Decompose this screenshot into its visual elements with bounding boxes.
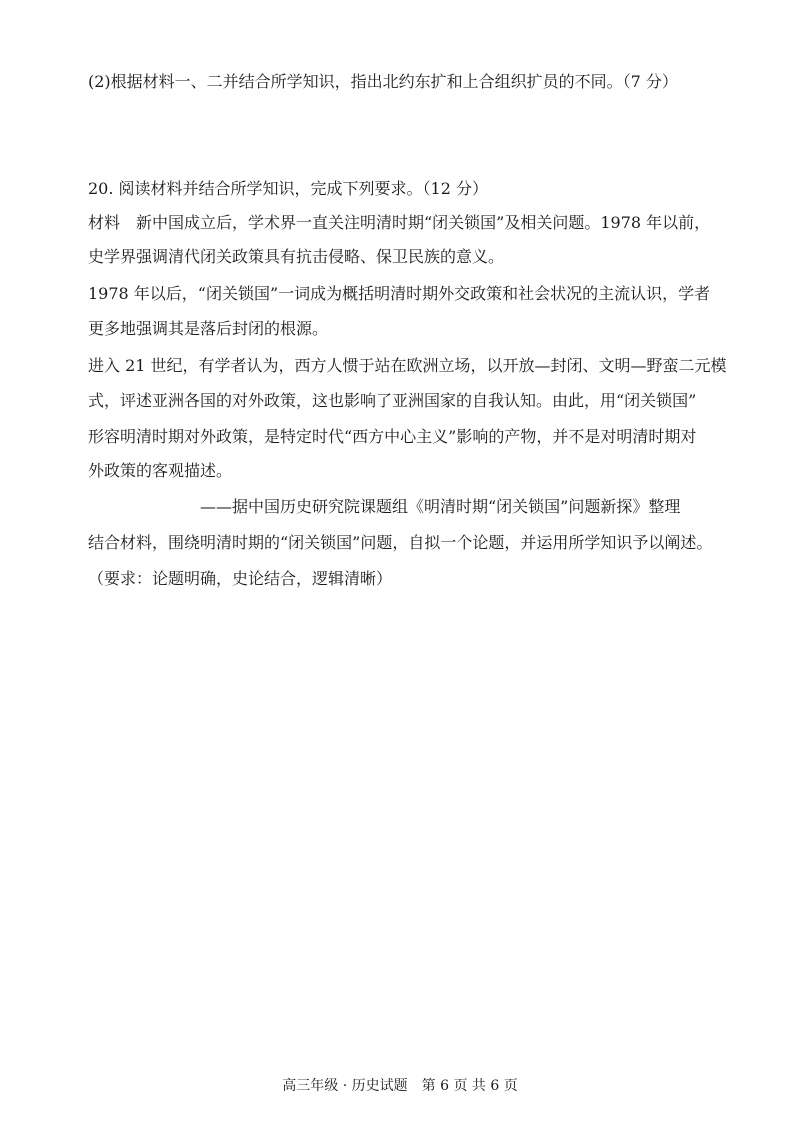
question-20-requirement: （要求：论题明确，史论结合，逻辑清晰）	[88, 569, 393, 588]
material-line: 式，评述亚洲各国的对外政策，这也影响了亚洲国家的自我认知。由此，用“闭关锁国”	[88, 391, 697, 410]
material-source: ——据中国历史研究院课题组《明清时期“闭关锁国”问题新探》整理	[200, 497, 681, 516]
material-line: 材料 新中国成立后，学术界一直关注明清时期“闭关锁国”及相关问题。1978 年以前，	[88, 213, 711, 232]
material-line: 更多地强调其是落后封闭的根源。	[88, 319, 329, 338]
page-footer: 高三年级 · 历史试题 第 6 页 共 6 页	[282, 1078, 518, 1094]
question-20-header: 20. 阅读材料并结合所学知识，完成下列要求。（12 分）	[88, 179, 488, 198]
question-19-part-2: (2)根据材料一、二并结合所学知识，指出北约东扩和上合组织扩员的不同。（7 分）	[88, 72, 678, 91]
question-20-task: 结合材料，围绕明清时期的“闭关锁国”问题，自拟一个论题，并运用所学知识予以阐述。	[88, 533, 713, 552]
material-line: 外政策的客观描述。	[88, 461, 233, 480]
material-line: 进入 21 世纪，有学者认为，西方人惯于站在欧洲立场，以开放—封闭、文明—野蛮二元模	[88, 356, 727, 375]
material-line: 1978 年以后，“闭关锁国”一词成为概括明清时期外交政策和社会状况的主流认识，学者	[88, 284, 711, 303]
material-line: 形容明清时期对外政策，是特定时代“西方中心主义”影响的产物，并不是对明清时期对	[88, 427, 697, 446]
material-line: 史学界强调清代闭关政策具有抗击侵略、保卫民族的意义。	[88, 247, 505, 266]
